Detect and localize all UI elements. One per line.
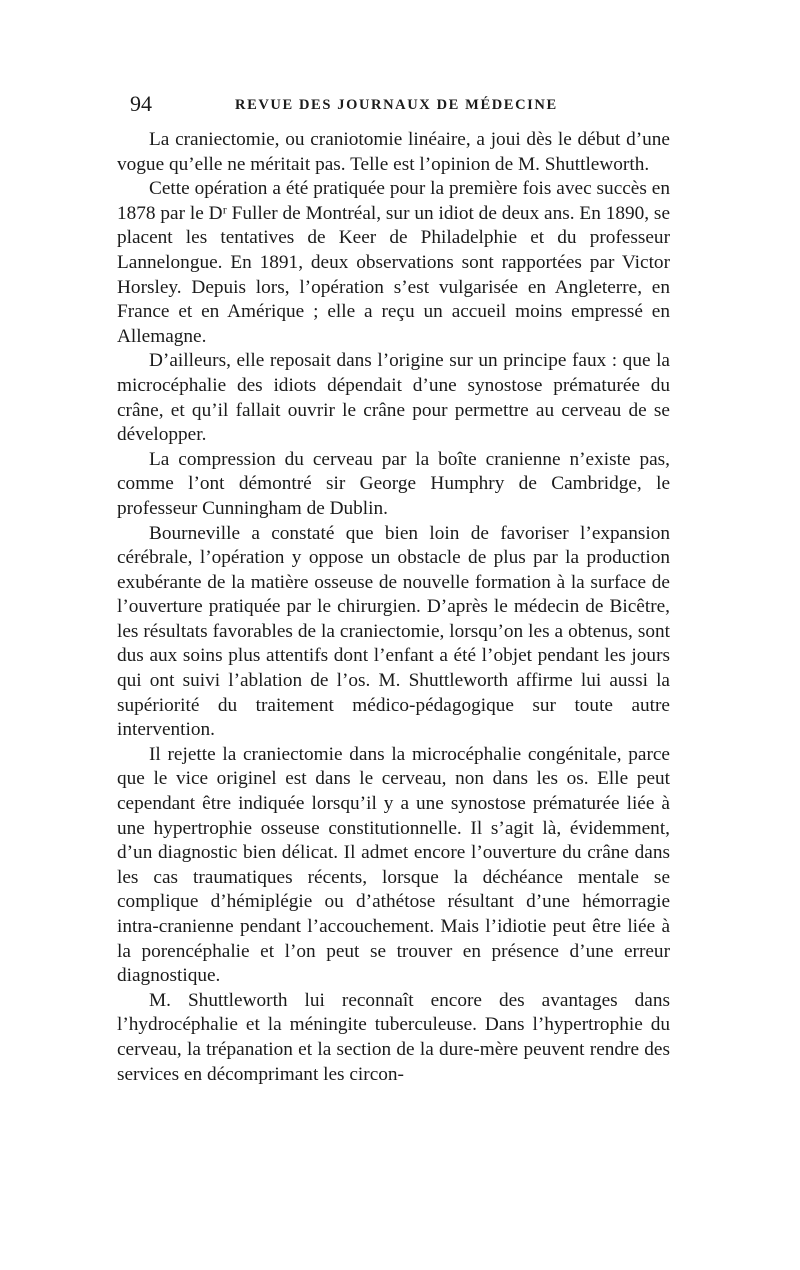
paragraph: D’ailleurs, elle reposait dans l’origine sur un principe faux : que la microcéphalie des idiots dépendait d’une synostose prématurée du crâne, et qu’il fallait ouvrir le crâne pour permettre au cerveau de se développer. [117, 350, 670, 446]
paragraph: La craniectomie, ou craniotomie linéaire, a joui dès le début d’une vogue qu’elle ne méritait pas. Telle est l’opinion de M. Shuttleworth. [117, 129, 670, 175]
paragraph: M. Shuttleworth lui reconnaît encore des avantages dans l’hydrocéphalie et la méningite tuberculeuse. Dans l’hypertrophie du cerveau, la trépanation et la section de la dure-mère peuvent rendre des services en décomprimant les circon- [117, 989, 670, 1085]
paragraph: La compression du cerveau par la boîte cranienne n’existe pas, comme l’ont démontré sir George Humphry de Cambridge, le professeur Cunningham de Dublin. [117, 448, 670, 519]
page-header [130, 91, 670, 117]
paragraph: Cette opération a été pratiquée pour la première fois avec succès en 1878 par le Dʳ Fuller de Montréal, sur un idiot de deux ans. En 1890, se placent les tentatives de Keer de Philadelphie et du professeur Lannelongue. En 1891, deux observations sont rapportées par Victor Horsley. Depuis lors, l’opération s’est vulgarisée en Angleterre, en France et en Amérique ; elle a reçu un accueil moins empressé en Allemagne. [117, 178, 670, 347]
paragraph: Bourneville a constaté que bien loin de favoriser l’expansion cérébrale, l’opération y oppose un obstacle de plus par la production exubérante de la matière osseuse de nouvelle formation à la surface de l’ouverture pratiquée par le chirurgien. D’après le médecin de Bicêtre, les résultats favorables de la craniectomie, lorsqu’on les a obtenus, sont dus aux soins plus attentifs dont l’enfant a été l’objet pendant les jours qui ont suivi l’ablation de l’os. M. Shuttleworth affirme lui aussi la supériorité du traitement médico-pédagogique sur toute autre intervention. [117, 522, 670, 741]
page-number: 94 [130, 91, 152, 116]
paragraph: Il rejette la craniectomie dans la microcéphalie congénitale, parce que le vice originel est dans le cerveau, non dans les os. Elle peut cependant être indiquée lorsqu’il y a une synostose prématurée liée à une hypertrophie osseuse constitutionnelle. Il s’agit là, évidemment, d’un diagnostic bien délicat. Il admet encore l’ouverture du crâne dans les cas traumatiques récents, lorsque la déchéance mentale se complique d’hémiplégie ou d’athétose résultant d’une hémorragie intra-cranienne pendant l’accouchement. Mais l’idiotie peut être liée à la porencéphalie et l’on peut se trouver en présence d’une erreur diagnostique. [117, 743, 670, 987]
running-title: REVUE DES JOURNAUX DE MÉDECINE [235, 97, 558, 113]
body-text [117, 128, 670, 1087]
